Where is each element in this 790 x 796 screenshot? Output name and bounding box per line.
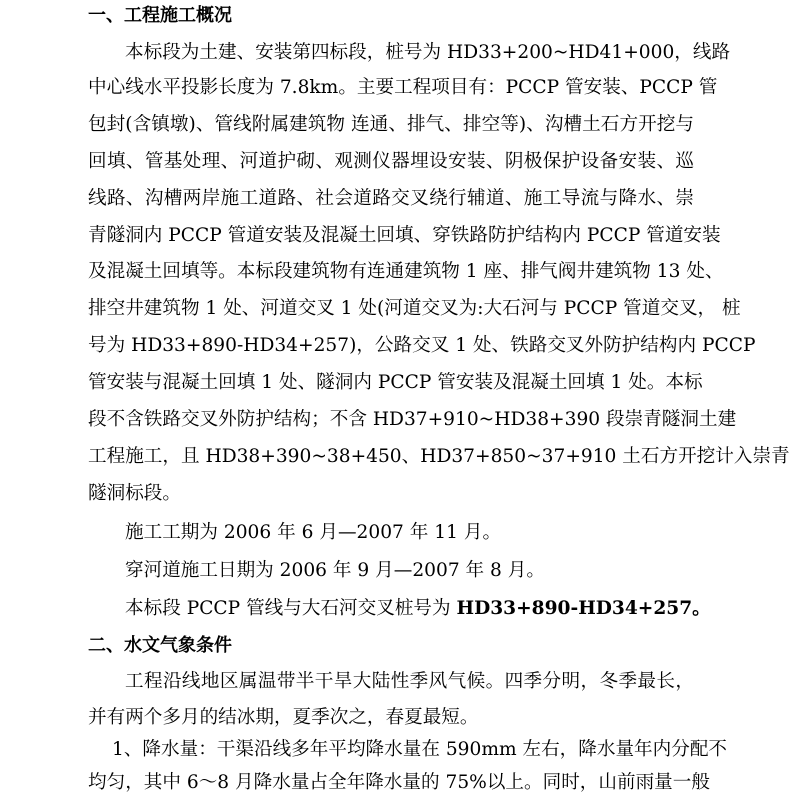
paragraph-line: 号为 HD33+890-HD34+257)，公路交叉 1 处、铁路交叉外防护结构内 PCCP [88, 335, 756, 356]
paragraph-line: 工程施工，且 HD38+390~38+450、HD37+850~37+910 土石方开挖计入崇青 [88, 446, 790, 467]
paragraph-line: 1、降水量：干渠沿线多年平均降水量在 590mm 左右，降水量年内分配不 [112, 739, 728, 760]
section-heading-construction-overview: 一、工程施工概况 [88, 5, 232, 26]
crossing-station-text [125, 596, 711, 622]
paragraph-line: 包封(含镇墩)、管线附属建筑物 连通、排气、排空等)、沟槽土石方开挖与 [88, 114, 694, 135]
paragraph-line: 管安装与混凝土回填 1 处、隧洞内 PCCP 管安装及混凝土回填 1 处。本标 [88, 372, 703, 393]
paragraph-line: 线路、沟槽两岸施工道路、社会道路交叉绕行辅道、施工导流与降水、崇 [88, 188, 694, 209]
paragraph-line: 本标段为土建、安装第四标段，桩号为 HD33+200~HD41+000，线路 [125, 42, 731, 63]
paragraph-line: 及混凝土回填等。本标段建筑物有连通建筑物 1 座、排气阀井建筑物 13 处、 [88, 261, 724, 282]
crossing-station-value: HD33+890-HD34+257。 [456, 598, 711, 619]
paragraph-line: 并有两个多月的结冰期，夏季次之，春夏最短。 [88, 707, 479, 728]
paragraph-line: 排空井建筑物 1 处、河道交叉 1 处(河道交叉为:大石河与 PCCP 管道交叉， 桩 [88, 298, 741, 319]
crossing-station-prefix: 本标段 PCCP 管线与大石河交叉桩号为 [125, 598, 457, 619]
river-period-text: 穿河道施工日期为 2006 年 9 月—2007 年 8 月。 [125, 560, 545, 581]
paragraph-line: 均匀，其中 6～8 月降水量占全年降水量的 75%以上。同时，山前雨量一般 [88, 772, 710, 793]
paragraph-line: 工程沿线地区属温带半干旱大陆性季风气候。四季分明，冬季最长， [125, 671, 694, 692]
paragraph-line: 段不含铁路交叉外防护结构；不含 HD37+910~HD38+390 段崇青隧洞土建 [88, 409, 737, 430]
section-heading-hydrology: 二、水文气象条件 [88, 635, 232, 656]
paragraph-line: 青隧洞内 PCCP 管道安装及混凝土回填、穿铁路防护结构内 PCCP 管道安装 [88, 225, 721, 246]
paragraph-line: 隧洞标段。 [88, 483, 181, 504]
paragraph-line: 中心线水平投影长度为 7.8km。主要工程项目有：PCCP 管安装、PCCP 管 [88, 77, 718, 98]
paragraph-line: 回填、管基处理、河道护砌、观测仪器埋设安装、阴极保护设备安装、巡 [88, 151, 694, 172]
construction-period-text: 施工工期为 2006 年 6 月—2007 年 11 月。 [125, 522, 502, 543]
